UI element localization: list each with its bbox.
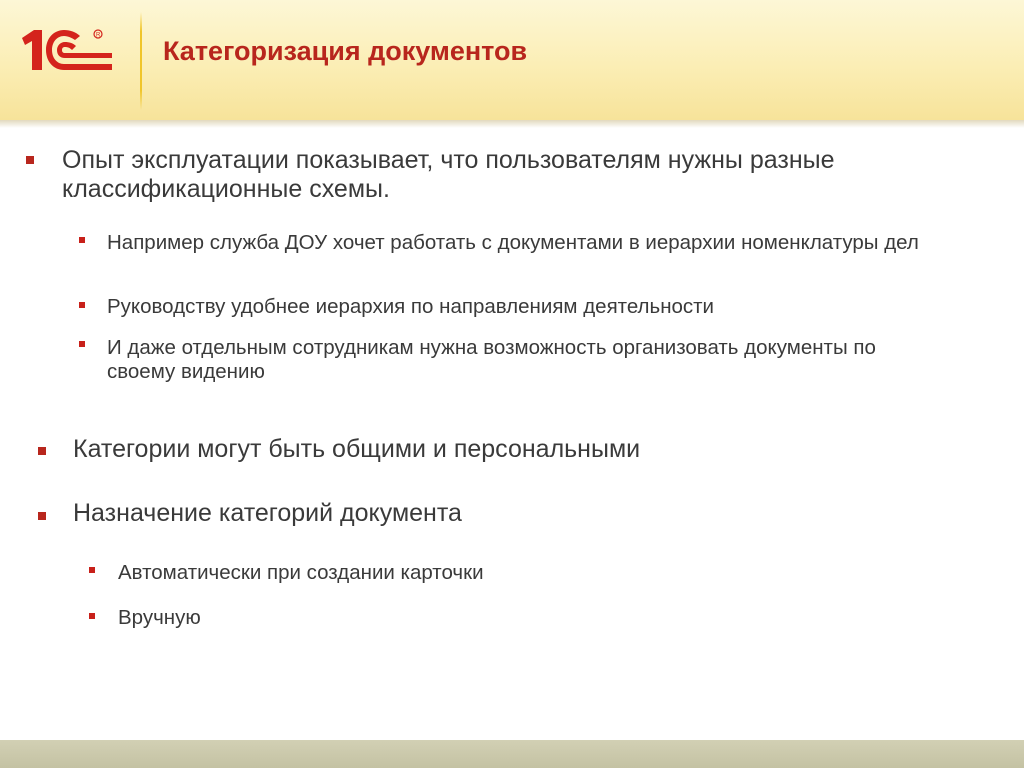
header-shadow [0,120,1024,128]
sub-bullet-marker [79,341,85,347]
sub-bullet-text: Руководству удобнее иерархия по направлениям деятельности [107,295,715,318]
header-divider [140,12,142,110]
sub-bullet-text: Например служба ДОУ хочет работать с документами в иерархии номенклатуры дел [107,231,919,254]
bullet-text: Категории могут быть общими и персональными [73,435,641,463]
bullet-marker [38,512,46,520]
sub-bullet-marker [79,302,85,308]
sub-bullet-marker [79,237,85,243]
sub-bullet-text: Вручную [118,606,201,629]
bullet-text: Назначение категорий документа [73,499,462,527]
slide-footer [0,740,1024,768]
sub-bullet-marker [89,613,95,619]
sub-bullet-marker [89,567,95,573]
1c-logo [18,26,116,74]
bullet-marker [38,447,46,455]
svg-text:R: R [96,32,101,39]
sub-bullet-text: Автоматически при создании карточки [118,561,484,584]
bullet-marker [26,156,34,164]
page-title: Категоризация документов [163,36,528,66]
bullet-text: Опыт эксплуатации показывает, что пользователям нужны разные классификационные схемы. [62,146,835,203]
sub-bullet-text: И даже отдельным сотрудникам нужна возможность организовать документы по своему видению [107,336,876,383]
